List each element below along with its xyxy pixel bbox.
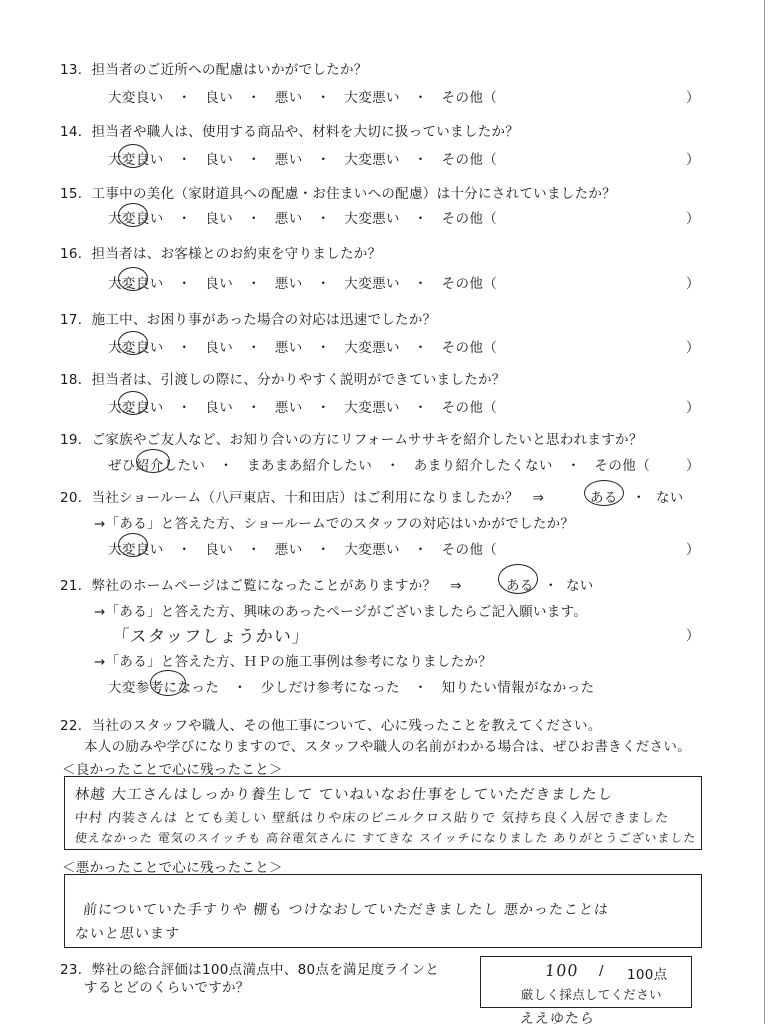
q17-question: 17．施工中、お困り事があった場合の対応は迅速でしたか？: [60, 312, 437, 328]
q21-followup1: →「ある」と答えた方、興味のあったページがございましたらご記入願います。: [94, 604, 588, 620]
q21-options: 大変参考になった ・ 少しだけ参考になった ・ 知りたい情報がなかった: [108, 680, 595, 696]
score-hint: 厳しく採点してください: [521, 987, 662, 1002]
q16-close: ）: [686, 276, 700, 292]
q20-followup: →「ある」と答えた方、ショールームでのスタッフの対応はいかがでしたか？: [94, 516, 575, 532]
q13-question: 13．担当者のご近所への配慮はいかがでしたか？: [60, 62, 368, 78]
q15-question: 15．工事中の美化（家財道具への配慮・お住まいへの配慮）は十分にされていましたか？: [60, 186, 616, 202]
good-comments-box: [64, 776, 702, 850]
q20-no: ない: [656, 490, 684, 506]
q16-question: 16．担当者は、お客様とのお約束を守りましたか？: [60, 246, 382, 262]
good-comment-line: 中村 内装さんは とても美しい 壁紙はりや床のビニルクロス貼りで 気持ち良く入居できました: [74, 811, 670, 826]
q15-close: ）: [686, 211, 700, 227]
q15-answer-circle: [118, 203, 148, 227]
bad-comments-box: [64, 874, 702, 948]
score-box: [480, 956, 692, 1008]
bottom-handwriting: ええゆたら: [519, 1011, 596, 1027]
q23-question: 23．弊社の総合評価は100点満点中、80点を満足度ラインと: [60, 962, 440, 978]
q14-question: 14．担当者や職人は、使用する商品や、材料を大切に扱っていましたか？: [60, 124, 520, 140]
q21-dot: ・: [544, 578, 558, 594]
q21-no: ない: [566, 578, 594, 594]
q20-answer-circle: [118, 533, 148, 557]
q19-options: ぜひ紹介したい ・ まあまあ紹介したい ・ あまり紹介したくない ・ その他（: [108, 458, 651, 474]
q16-options: 大変良い ・ 良い ・ 悪い ・ 大変悪い ・ その他（: [108, 276, 498, 292]
q21-yes-circle: [498, 564, 538, 594]
scan-edge-line: [764, 0, 765, 1024]
bad-section-label: ＜悪かったことで心に残ったこと＞: [62, 860, 283, 876]
q18-answer-circle: [118, 391, 148, 415]
q20-dot: ・: [632, 490, 646, 506]
q14-answer-circle: [118, 144, 148, 168]
bad-comment-line: ないと思います: [74, 926, 181, 942]
q21-question: 21．弊社のホームページはご覧になったことがありますか？ ⇒: [60, 578, 462, 594]
score-max: 100点: [627, 967, 668, 983]
score-slash: /: [599, 963, 604, 979]
q19-close: ）: [686, 458, 700, 474]
q16-answer-circle: [118, 267, 148, 291]
q15-options: 大変良い ・ 良い ・ 悪い ・ 大変悪い ・ その他（: [108, 211, 498, 227]
q21-followup2: →「ある」と答えた方、ＨＰの施工事例は参考になりましたか？: [94, 654, 493, 670]
q18-close: ）: [686, 400, 700, 416]
bad-comment-line: 前についていた手すりや 棚も つけなおしていただきましたし 悪かったことは: [82, 902, 610, 918]
q13-options: 大変良い ・ 良い ・ 悪い ・ 大変悪い ・ その他（: [108, 90, 498, 106]
good-comment-line: 林越 大工さんはしっかり養生して ていねいなお仕事をしていただきましたし: [74, 787, 614, 803]
q20-close: ）: [686, 542, 700, 558]
q21-answer-circle: [150, 670, 186, 696]
q21-handwritten-answer: 「スタッフしょうかい」: [110, 627, 311, 647]
good-comment-line: 使えなかった 電気のスイッチも 高谷電気さんに すてきな スイッチになりました ありがとうございました: [74, 831, 698, 845]
q20-options: 大変良い ・ 良い ・ 悪い ・ 大変悪い ・ その他（: [108, 542, 498, 558]
q18-options: 大変良い ・ 良い ・ 悪い ・ 大変悪い ・ その他（: [108, 400, 498, 416]
q18-question: 18．担当者は、引渡しの際に、分かりやすく説明ができていましたか？: [60, 372, 506, 388]
q20-yes-circle: [584, 480, 624, 506]
q17-close: ）: [686, 340, 700, 356]
good-section-label: ＜良かったことで心に残ったこと＞: [62, 762, 283, 778]
q19-question: 19．ご家族やご友人など、お知り合いの方にリフォームササキを紹介したいと思われますか？: [60, 432, 643, 448]
q21-close: ）: [686, 628, 700, 644]
q20-question: 20．当社ショールーム（八戸東店、十和田店）はご利用になりましたか？ ⇒: [60, 490, 545, 506]
q23-question-line2: するとどのくらいですか？: [84, 980, 250, 996]
q14-options: 大変良い ・ 良い ・ 悪い ・ 大変悪い ・ その他（: [108, 152, 498, 168]
q22-note: 本人の励みや学びになりますので、スタッフや職人の名前がわかる場合は、ぜひお書きください。: [84, 739, 691, 755]
q14-close: ）: [686, 152, 700, 168]
q13-close: ）: [686, 90, 700, 106]
q17-answer-circle: [118, 331, 148, 355]
score-value: 100: [544, 961, 580, 980]
q19-answer-circle: [136, 449, 170, 473]
q22-question: 22．当社のスタッフや職人、その他工事について、心に残ったことを教えてください。: [60, 718, 602, 734]
q21-yes: ある: [506, 578, 534, 594]
q20-yes: ある: [590, 490, 618, 506]
q17-options: 大変良い ・ 良い ・ 悪い ・ 大変悪い ・ その他（: [108, 340, 498, 356]
